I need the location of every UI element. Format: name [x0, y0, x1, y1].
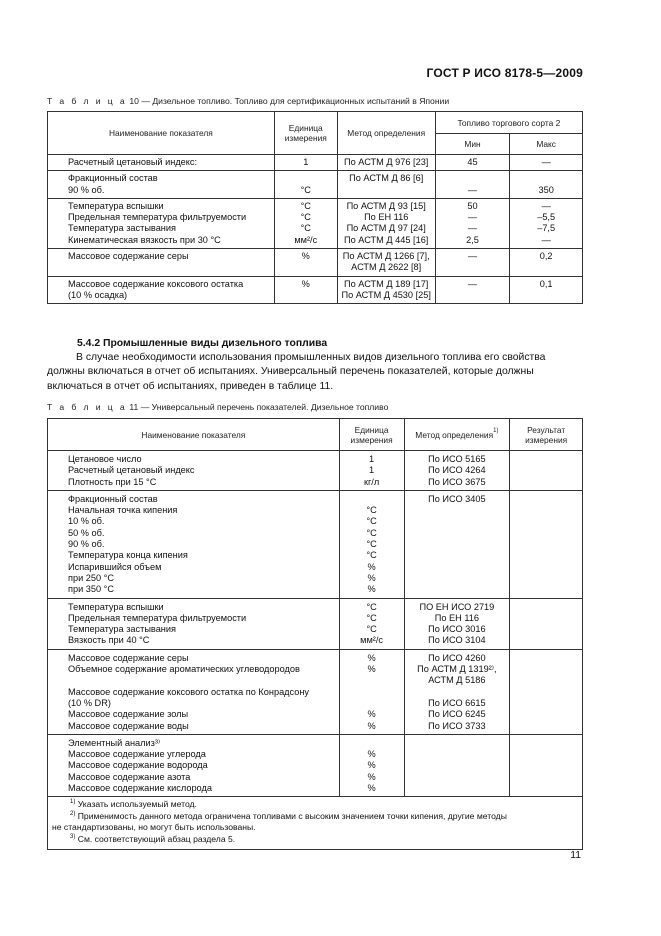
t10-cell-unit-line: °С	[300, 200, 311, 211]
t11-cell-unit-line: %	[367, 664, 376, 675]
t11-cell-name-line: Цетановое число	[68, 454, 142, 464]
document-code: ГОСТ Р ИСО 8178-5—2009	[426, 66, 583, 80]
t11-cell-method-line	[408, 687, 507, 698]
t11-footnotes	[48, 797, 583, 850]
t11-cell-result	[510, 451, 583, 491]
t11-header-name: Наименование показателя	[48, 419, 340, 451]
t11-cell-unit-line: %	[367, 720, 376, 731]
t11-cell-name-line: Расчетный цетановый индекс	[68, 465, 195, 476]
t11-cell-name-line: Элементный анализ³⁾	[68, 737, 161, 748]
t11-cell-method-line: По ИСО 3104	[428, 635, 486, 646]
t11-cell-unit-line	[343, 698, 401, 709]
t10-cell-min	[435, 198, 510, 248]
t10-cell-max	[510, 249, 583, 277]
table-row	[48, 490, 583, 598]
t10-cell-max-line: –7,5	[537, 223, 556, 234]
t11-cell-result	[510, 734, 583, 796]
t11-cell-method-line: АСТМ Д 5186	[428, 675, 486, 686]
t11-cell-method-line: По ИСО 5165	[428, 454, 486, 464]
t11-cell-name	[48, 734, 340, 796]
table-10	[47, 111, 583, 304]
t11-cell-unit-line: °С	[366, 624, 377, 635]
t10-header-method: Метод определения	[337, 112, 435, 155]
t11-cell-name-line: Массовое содержание золы	[68, 709, 189, 720]
t10-cell-unit	[274, 198, 337, 248]
t11-cell-unit-line: °С	[366, 601, 377, 612]
t11-cell-result	[510, 490, 583, 598]
footnote-1: Указать используемый метод.	[77, 799, 197, 810]
t11-cell-name-line: Объемное содержание ароматических углеводородов	[68, 664, 300, 675]
t10-cell-method	[337, 276, 435, 304]
t10-cell-max-line	[513, 173, 579, 184]
t10-cell-name-line: Массовое содержание коксового остатка	[68, 278, 244, 289]
t11-cell-method-line: ПО ЕН ИСО 2719	[419, 601, 495, 612]
t11-header-method-sup: 1)	[493, 427, 499, 434]
t10-cell-method-line: По АСТМ Д 1266 [7],	[342, 251, 430, 262]
t11-cell-name-line: Массовое содержание азота	[68, 771, 191, 782]
t11-cell-name-line: Массовое содержание воды	[68, 720, 189, 731]
t11-header-unit: Единица измерения	[339, 419, 404, 451]
t10-cell-max-line: 350	[538, 184, 554, 195]
t11-cell-unit-line: °С	[366, 527, 377, 538]
t10-cell-name-line: Температура застывания	[68, 223, 176, 234]
table-row	[48, 171, 583, 199]
t10-cell-name-line: Массовое содержание серы	[68, 251, 189, 262]
t11-cell-name	[48, 598, 340, 649]
t11-cell-name-line: Температура застывания	[68, 624, 176, 635]
t10-cell-min	[435, 249, 510, 277]
t10-cell-max-line: –5,5	[537, 212, 556, 223]
t11-cell-unit-line: °С	[366, 539, 377, 550]
t11-cell-method-line: По ИСО 4264	[428, 465, 486, 476]
t11-cell-unit-line: %	[367, 760, 376, 771]
t10-cell-name	[48, 198, 275, 248]
t10-cell-name-line: 90 % об.	[68, 184, 105, 195]
table11-caption-word: Т а б л и ц а	[47, 402, 127, 412]
t10-cell-min-line: —	[467, 212, 478, 223]
footnote-2-mark: 2)	[70, 810, 76, 817]
t10-cell-name	[48, 155, 275, 171]
t11-cell-method-line: По ИСО 4260	[428, 652, 486, 663]
t11-cell-method	[404, 649, 510, 734]
t11-cell-unit-line: %	[367, 771, 376, 782]
t10-cell-unit-line	[278, 173, 334, 184]
footnote-1-mark: 1)	[70, 799, 76, 806]
t10-header-name: Наименование показателя	[48, 112, 275, 155]
t11-cell-unit-line: °С	[366, 550, 377, 561]
t11-cell-result	[510, 649, 583, 734]
t11-cell-method	[404, 734, 510, 796]
t11-cell-method-line: По ИСО 3405	[428, 493, 486, 504]
t10-cell-unit	[274, 249, 337, 277]
t10-cell-name-line: Расчетный цетановый индекс:	[68, 157, 198, 167]
t11-header-method	[404, 419, 510, 451]
t11-cell-unit	[339, 451, 404, 491]
t11-cell-unit	[339, 649, 404, 734]
t11-cell-unit-line	[343, 738, 401, 749]
t10-cell-min-line: —	[467, 223, 478, 234]
t10-cell-name-line: Предельная температура фильтруемости	[68, 212, 247, 223]
t10-cell-max	[510, 155, 583, 171]
t11-cell-method	[404, 451, 510, 491]
t11-header-result: Результат измерения	[510, 419, 583, 451]
table-row	[48, 249, 583, 277]
t11-cell-result	[510, 598, 583, 649]
t11-cell-unit-line: °С	[366, 516, 377, 527]
t11-cell-name-line: Массовое содержание коксового остатка по Конрадсону	[68, 686, 310, 697]
t10-cell-min	[435, 155, 510, 171]
t11-cell-unit-line: %	[367, 709, 376, 720]
t10-cell-method	[337, 249, 435, 277]
t10-cell-unit-line: %	[301, 251, 310, 262]
t11-cell-unit-line: %	[367, 652, 376, 663]
t11-cell-name-line: Фракционный состав	[68, 493, 158, 504]
t10-cell-min-line: —	[467, 278, 478, 289]
t11-cell-name-line: при 350 °С	[68, 584, 114, 595]
t11-cell-method	[404, 598, 510, 649]
table10-caption-text: 10 — Дизельное топливо. Топливо для сертификационных испытаний в Японии	[129, 96, 450, 106]
t11-header-method-text: Метод определения	[415, 429, 494, 440]
t10-cell-min-line: 50	[467, 200, 478, 211]
section-title: 5.4.2 Промышленные виды дизельного топлива	[77, 338, 328, 349]
t10-cell-unit-line: мм²/с	[294, 234, 318, 245]
table10-caption-word: Т а б л и ц а	[47, 96, 127, 106]
t10-cell-unit-line: %	[301, 278, 310, 289]
table11-caption-text: 11 — Универсальный перечень показателей. Дизельное топливо	[129, 402, 389, 412]
t11-cell-method-line: По ИСО 6245	[428, 709, 486, 720]
t10-header-max: Макс	[510, 134, 583, 155]
t10-cell-min-line	[439, 173, 507, 184]
t11-cell-name	[48, 490, 340, 598]
t11-cell-name-line: Массовое содержание серы	[68, 652, 189, 663]
t10-cell-method-line: По ЕН 116	[364, 212, 409, 223]
t10-cell-min-line: —	[467, 184, 478, 195]
t10-cell-name-line: Кинематическая вязкость при 30 °С	[68, 234, 221, 245]
t10-cell-min-line: —	[467, 251, 478, 262]
t10-cell-method-line: По АСТМ Д 445 [16]	[344, 234, 429, 245]
t11-cell-name-line	[68, 675, 336, 686]
t10-cell-method	[337, 198, 435, 248]
t11-cell-name-line: Массовое содержание водорода	[68, 760, 208, 771]
table-11	[47, 418, 583, 850]
page-number: 11	[570, 850, 581, 861]
t10-cell-method-line: По АСТМ Д 976 [23]	[344, 157, 429, 167]
t11-cell-name	[48, 649, 340, 734]
t10-cell-min-line: 2,5	[466, 234, 479, 245]
t10-cell-unit-line: °С	[300, 223, 311, 234]
t10-cell-max	[510, 198, 583, 248]
table11-caption	[47, 402, 388, 412]
t11-cell-method-line: По ИСО 3675	[428, 476, 486, 487]
t11-cell-name-line: Массовое содержание кислорода	[68, 783, 212, 794]
t11-cell-method	[404, 490, 510, 598]
t11-cell-name-line: Температура конца кипения	[68, 550, 188, 561]
t10-cell-name-line: (10 % осадка)	[68, 289, 128, 300]
footnote-2b: не стандартизованы, но могут быть использованы.	[52, 822, 256, 833]
t10-cell-unit	[274, 276, 337, 304]
t11-cell-unit-line	[343, 494, 401, 505]
t10-header-unit: Единица измерения	[274, 112, 337, 155]
t11-cell-unit-line: %	[367, 783, 376, 794]
paragraph-line-2: должны включаться в отчет об испытаниях. Универсальный перечень показателей, которые должны	[47, 366, 534, 378]
t11-cell-name-line: Температура вспышки	[68, 601, 164, 612]
t11-cell-unit	[339, 490, 404, 598]
t11-cell-unit-line: 1	[369, 465, 375, 476]
footnote-3: См. соответствующий абзац раздела 5.	[77, 833, 236, 844]
t10-cell-max	[510, 276, 583, 304]
t10-cell-max-line: 0,2	[539, 251, 553, 262]
t11-cell-unit-line	[343, 675, 401, 686]
t11-cell-unit-line: %	[367, 584, 376, 595]
t11-cell-name-line: при 250 °С	[68, 572, 114, 583]
t11-cell-name-line: Плотность при 15 °С	[68, 476, 157, 487]
t10-cell-name-line: Температура вспышки	[68, 200, 164, 211]
t11-cell-name-line: 90 % об.	[68, 539, 105, 550]
section-paragraph	[47, 351, 583, 394]
t10-cell-name	[48, 276, 275, 304]
t10-cell-unit-line: °С	[300, 184, 311, 195]
t10-cell-max-line: —	[541, 234, 551, 245]
t11-cell-name-line: Массовое содержание углерода	[68, 749, 206, 760]
t11-cell-method-line: По АСТМ Д 1319²⁾,	[417, 664, 497, 675]
t10-header-min: Мин	[435, 134, 510, 155]
t10-cell-max-line: —	[541, 200, 551, 211]
t10-cell-method-line: По АСТМ Д 93 [15]	[346, 200, 426, 211]
t11-cell-unit-line	[343, 687, 401, 698]
t11-cell-unit	[339, 598, 404, 649]
t10-cell-method-line: По АСТМ Д 86 [6]	[349, 173, 424, 184]
t11-cell-method-line: По ИСО 3733	[428, 720, 486, 731]
table-row	[48, 649, 583, 734]
t10-cell-name-line: Фракционный состав	[68, 173, 158, 184]
t11-cell-method-line: По ИСО 6615	[428, 697, 486, 708]
t10-cell-method-line: По АСТМ Д 4530 [25]	[341, 289, 431, 300]
t11-cell-name-line: (10 % DR)	[68, 697, 111, 708]
t11-cell-name-line: Начальная точка кипения	[68, 505, 178, 516]
t11-cell-name-line: 50 % об.	[68, 527, 105, 538]
t10-cell-min-line: 45	[467, 157, 478, 167]
table-row	[48, 276, 583, 304]
t10-cell-method-line: АСТМ Д 2622 [8]	[351, 262, 422, 273]
t11-cell-unit-line: °С	[366, 505, 377, 516]
t11-cell-unit-line: мм²/с	[360, 635, 384, 646]
footnote-2a: Применимость данного метода ограничена топливами с высоким значением точки кипения, другие методы	[77, 810, 507, 821]
t11-cell-unit-line: кг/л	[363, 476, 380, 487]
t10-cell-max	[510, 171, 583, 199]
table-row	[48, 198, 583, 248]
t10-cell-max-line: —	[541, 157, 551, 167]
paragraph-line-1: В случае необходимости использования промышленных видов дизельного топлива его свойства	[76, 352, 546, 363]
table-row	[48, 598, 583, 649]
t10-cell-unit	[274, 155, 337, 171]
t11-cell-unit-line: 1	[369, 454, 375, 464]
t11-cell-name-line: Испарившийся объем	[68, 561, 162, 572]
t11-cell-unit-line: %	[367, 572, 376, 583]
t10-cell-method-line: По АСТМ Д 189 [17]	[344, 278, 429, 289]
t10-cell-unit-line: °С	[300, 212, 311, 223]
t11-cell-name	[48, 451, 340, 491]
t11-cell-method-line: По ЕН 116	[434, 612, 479, 623]
t11-cell-name-line: Вязкость при 40 °С	[68, 635, 150, 646]
table-row	[48, 451, 583, 491]
t10-cell-max-line: 0,1	[539, 278, 553, 289]
t10-cell-unit	[274, 171, 337, 199]
t11-cell-name-line: 10 % об.	[68, 516, 105, 527]
t10-cell-method-line: По АСТМ Д 97 [24]	[346, 223, 426, 234]
t10-cell-name	[48, 249, 275, 277]
table10-caption	[47, 96, 449, 106]
footnote-3-mark: 3)	[70, 833, 76, 840]
t10-cell-min	[435, 276, 510, 304]
t11-cell-name-line: Предельная температура фильтруемости	[68, 612, 247, 623]
t11-cell-unit	[339, 734, 404, 796]
t10-cell-method	[337, 155, 435, 171]
t10-cell-name	[48, 171, 275, 199]
t10-cell-unit-line: 1	[303, 157, 309, 167]
table-row	[48, 734, 583, 796]
t11-cell-unit-line: °С	[366, 612, 377, 623]
t10-header-grade: Топливо торгового сорта 2	[435, 112, 582, 134]
t10-cell-min	[435, 171, 510, 199]
t10-cell-method	[337, 171, 435, 199]
paragraph-line-3: включаться в отчет об испытаниях, приведен в таблице 11.	[47, 380, 334, 392]
t11-cell-method-line: По ИСО 3016	[428, 624, 486, 635]
t11-cell-unit-line: %	[367, 561, 376, 572]
t11-cell-unit-line: %	[367, 749, 376, 760]
table-row	[48, 155, 583, 171]
